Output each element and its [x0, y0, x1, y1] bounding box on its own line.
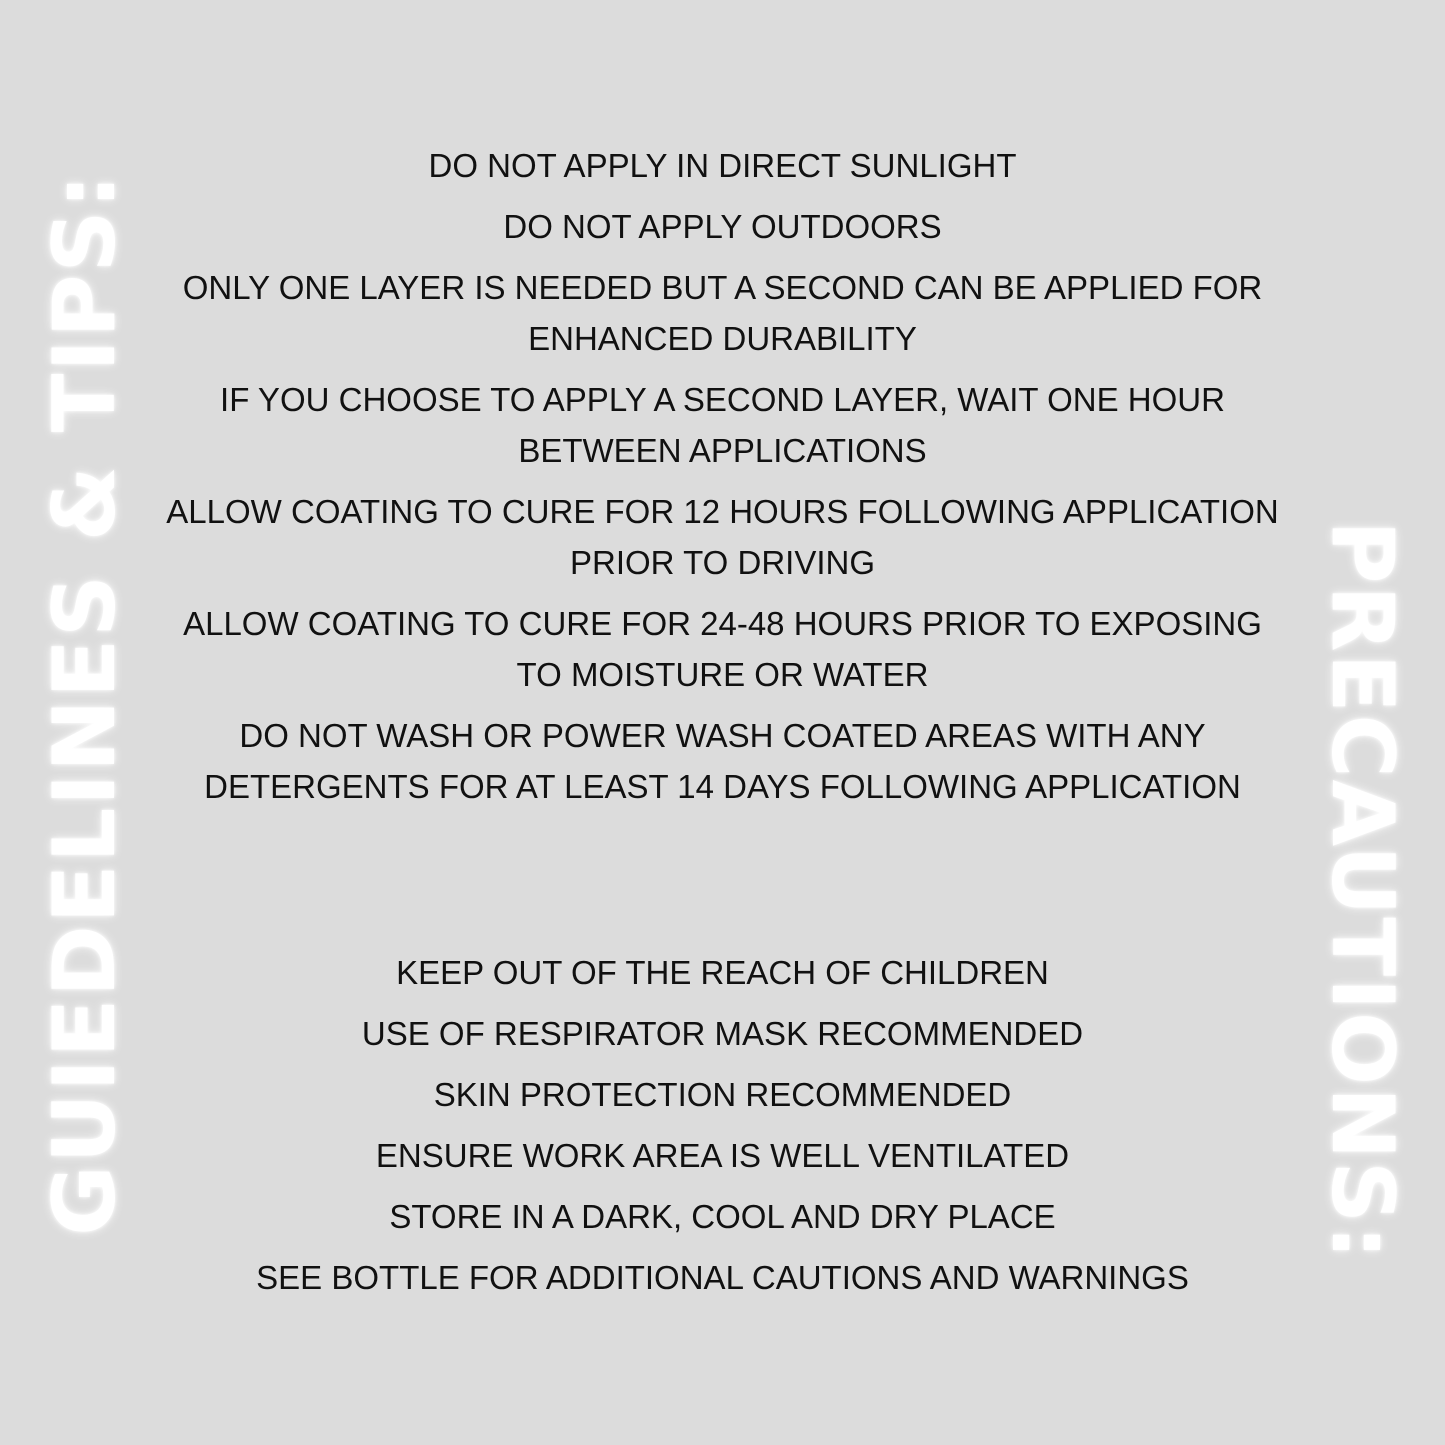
guideline-item: [140, 374, 1305, 476]
guideline-item: [140, 262, 1305, 364]
precaution-item: USE OF RESPIRATOR MASK RECOMMENDED: [361, 1015, 1084, 1052]
precaution-item: SKIN PROTECTION RECOMMENDED: [433, 1076, 1012, 1113]
precaution-item: STORE IN A DARK, COOL AND DRY PLACE: [389, 1198, 1056, 1235]
guideline-line: ENHANCED DURABILITY: [528, 320, 917, 357]
precautions-heading: PRECAUTIONS:: [1312, 520, 1412, 1262]
precaution-item: KEEP OUT OF THE REACH OF CHILDREN: [396, 954, 1049, 991]
guideline-line: DO NOT APPLY OUTDOORS: [503, 208, 942, 245]
guideline-line: PRIOR TO DRIVING: [570, 544, 875, 581]
precautions-list: [140, 947, 1305, 1313]
guidelines-list: [140, 140, 1305, 822]
precaution-item: ENSURE WORK AREA IS WELL VENTILATED: [375, 1137, 1070, 1174]
precaution-item: SEE BOTTLE FOR ADDITIONAL CAUTIONS AND WARNINGS: [256, 1259, 1189, 1296]
guideline-line: DO NOT APPLY IN DIRECT SUNLIGHT: [428, 147, 1017, 184]
guideline-line: ALLOW COATING TO CURE FOR 24-48 HOURS PRIOR TO EXPOSING: [183, 605, 1262, 642]
guideline-item: [140, 710, 1305, 812]
guideline-line: IF YOU CHOOSE TO APPLY A SECOND LAYER, WAIT ONE HOUR: [220, 381, 1225, 418]
guideline-item: [140, 201, 1305, 252]
guidelines-heading: GUIEDELINES & TIPS:: [35, 172, 135, 1236]
guideline-line: BETWEEN APPLICATIONS: [518, 432, 927, 469]
guideline-line: TO MOISTURE OR WATER: [516, 656, 929, 693]
guideline-item: [140, 140, 1305, 191]
guideline-item: [140, 486, 1305, 588]
guideline-line: ONLY ONE LAYER IS NEEDED BUT A SECOND CAN BE APPLIED FOR: [182, 269, 1263, 306]
guideline-line: ALLOW COATING TO CURE FOR 12 HOURS FOLLOWING APPLICATION: [166, 493, 1279, 530]
guideline-item: [140, 598, 1305, 700]
guideline-line: DO NOT WASH OR POWER WASH COATED AREAS WITH ANY: [239, 717, 1206, 754]
guideline-line: DETERGENTS FOR AT LEAST 14 DAYS FOLLOWING APPLICATION: [204, 768, 1241, 805]
